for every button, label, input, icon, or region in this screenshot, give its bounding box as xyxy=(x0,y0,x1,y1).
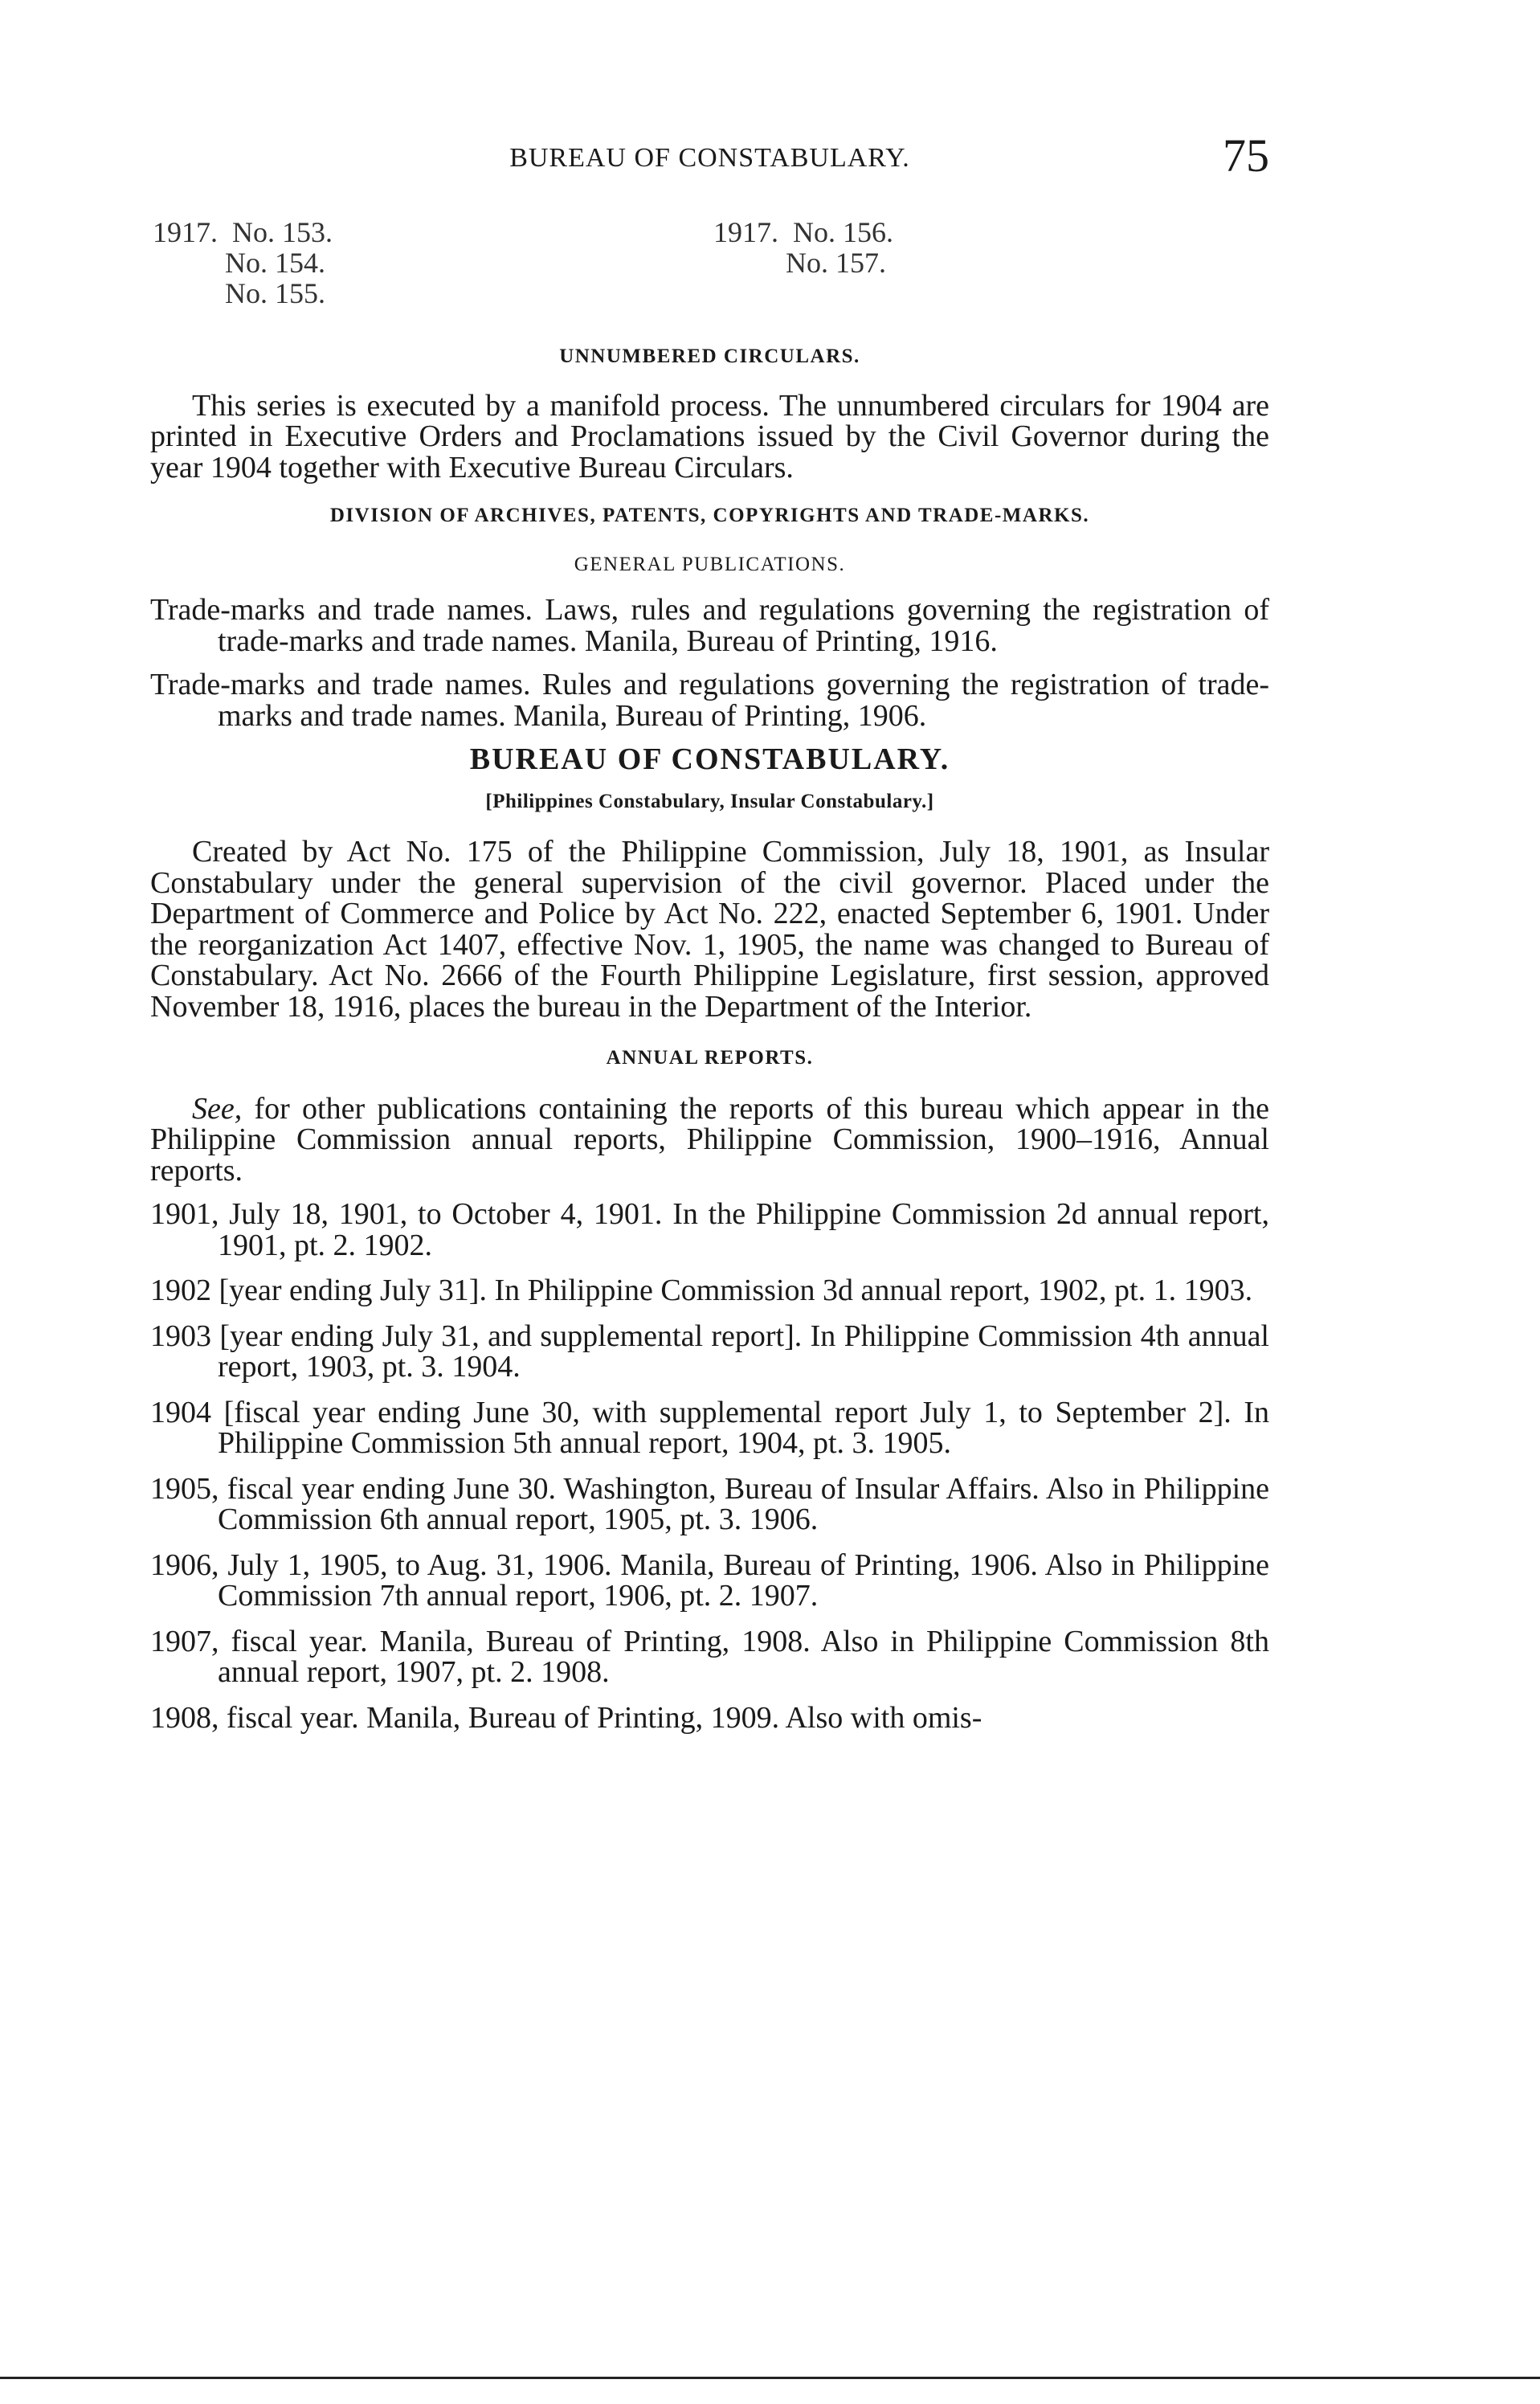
page-number: 75 xyxy=(1223,129,1269,182)
annual-reports-see-also xyxy=(150,1091,1269,1188)
circular-number: No. 157. xyxy=(713,247,886,279)
annual-report-entry: 1904 [fiscal year ending June 30, with supplemental report July 1, to September 2]. In Philippine Commission 5th annual report, 1904, pt. 3. 1905. xyxy=(150,1395,1269,1460)
circular-number: No. 155. xyxy=(153,277,325,309)
annual-reports-heading: ANNUAL REPORTS. xyxy=(606,1047,814,1069)
bottom-rule xyxy=(0,2377,1540,2379)
circular-number: 1917. No. 153. xyxy=(153,216,333,248)
see-word: See, xyxy=(192,1091,243,1126)
constabulary-heading: BUREAU OF CONSTABULARY. xyxy=(469,742,950,776)
annual-report-entry: 1905, fiscal year ending June 30. Washington, Bureau of Insular Affairs. Also in Philippine Commission 6th annual report, 1905, pt. 3. 1906. xyxy=(150,1471,1269,1536)
see-text: for other publications containing the reports of this bureau which appear in the Philippine Commission annual reports, Philippine Commission, 1900–1916, Annual reports. xyxy=(150,1091,1269,1188)
circular-number: No. 154. xyxy=(153,247,325,279)
annual-report-entry: 1903 [year ending July 31, and supplemental report]. In Philippine Commission 4th annual report, 1903, pt. 3. 1904. xyxy=(150,1319,1269,1384)
annual-report-entry: 1907, fiscal year. Manila, Bureau of Printing, 1908. Also in Philippine Commission 8th annual report, 1907, pt. 2. 1908. xyxy=(150,1624,1269,1689)
annual-report-entry: 1902 [year ending July 31]. In Philippine Commission 3d annual report, 1902, pt. 1. 1903. xyxy=(150,1274,1253,1307)
running-title: BUREAU OF CONSTABULARY. xyxy=(509,143,910,173)
unnumbered-circulars-text: This series is executed by a manifold process. The unnumbered circulars for 1904 are printed in Executive Orders and Proclamations issued by the Civil Governor during the year 1904 together with Executive Bureau Circulars. xyxy=(150,388,1269,484)
publication-entry: Trade-marks and trade names. Laws, rules and regulations governing the registration of trade-marks and trade names. Manila, Bureau of Printing, 1916. xyxy=(150,593,1269,658)
unnumbered-circulars-heading: UNNUMBERED CIRCULARS. xyxy=(559,345,860,367)
circular-number: 1917. No. 156. xyxy=(713,216,893,248)
annual-report-entry: 1906, July 1, 1905, to Aug. 31, 1906. Manila, Bureau of Printing, 1906. Also in Philippine Commission 7th annual report, 1906, pt. 2. 1907. xyxy=(150,1547,1269,1613)
page-body xyxy=(150,341,1269,1733)
division-heading: DIVISION OF ARCHIVES, PATENTS, COPYRIGHTS AND TRADE-MARKS. xyxy=(329,505,1090,526)
general-publications-heading: GENERAL PUBLICATIONS. xyxy=(574,553,846,575)
constabulary-history: Created by Act No. 175 of the Philippine Commission, July 18, 1901, as Insular Constabulary under the general supervision of the civil governor. Placed under the Department of Commerce and Police by Act No. 222, enacted September 6, 1901. Under the reorganization Act 1407, effective Nov. 1, 1905, the name was changed to Bureau of Constabulary. Act No. 2666 of the Fourth Philippine Legislature, first session, approved November 18, 1916, places the bureau in the Department of the Interior. xyxy=(150,835,1269,1024)
annual-report-entry: 1908, fiscal year. Manila, Bureau of Printing, 1909. Also with omis- xyxy=(150,1700,982,1735)
circular-numbers-left xyxy=(153,217,333,309)
annual-report-entry: 1901, July 18, 1901, to October 4, 1901. In the Philippine Commission 2d annual report, 1901, pt. 2. 1902. xyxy=(150,1197,1269,1262)
constabulary-alt-names: [Philippines Constabulary, Insular Constabulary.] xyxy=(485,790,934,812)
publication-entry: Trade-marks and trade names. Rules and regulations governing the registration of trade-marks and trade names. Manila, Bureau of Printing, 1906. xyxy=(150,668,1269,733)
circular-numbers-right xyxy=(713,217,893,278)
running-header xyxy=(150,129,1269,185)
